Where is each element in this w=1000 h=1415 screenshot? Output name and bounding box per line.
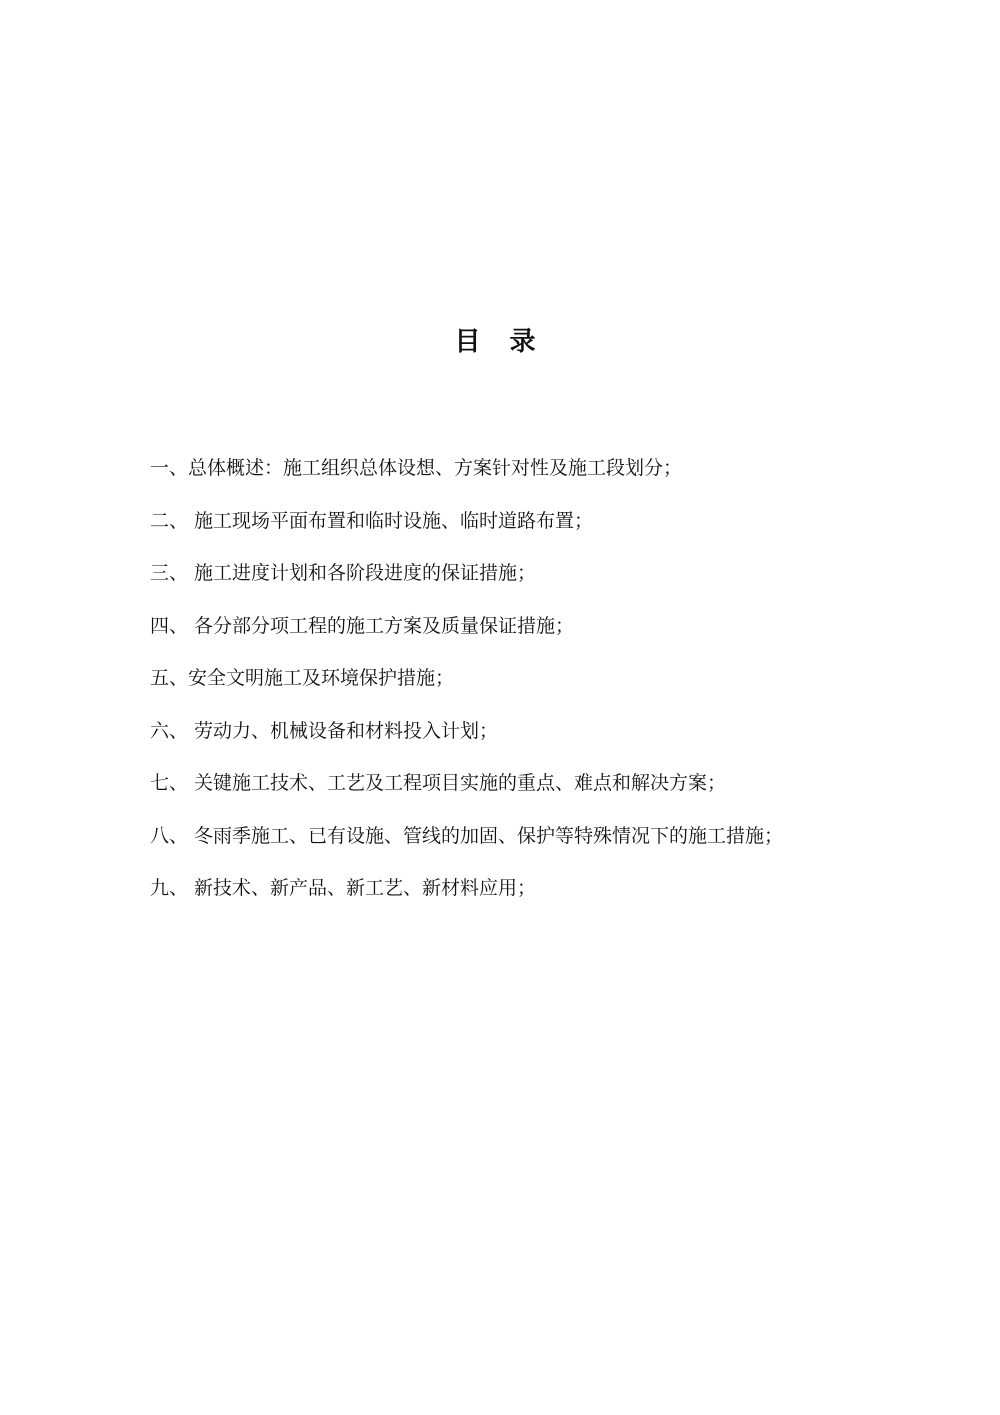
toc-item-text: 二、 施工现场平面布置和临时设施、临时道路布置； bbox=[150, 509, 594, 532]
toc-item-text: 九、 新技术、新产品、新工艺、新材料应用； bbox=[150, 877, 537, 899]
toc-item-8 bbox=[150, 822, 950, 875]
toc-list bbox=[150, 454, 950, 927]
toc-item-text: 七、 关键施工技术、工艺及工程项目实施的重点、难点和解决方案； bbox=[150, 772, 727, 794]
toc-title: 目 录 bbox=[454, 327, 546, 357]
toc-item-text: 八、 冬雨季施工、已有设施、管线的加固、保护等特殊情况下的施工措施； bbox=[150, 824, 784, 847]
toc-item-text: 三、 施工进度计划和各阶段进度的保证措施； bbox=[150, 562, 537, 584]
toc-item-2 bbox=[150, 507, 950, 560]
toc-item-text: 五、安全文明施工及环境保护措施； bbox=[150, 667, 455, 689]
toc-item-5 bbox=[150, 664, 950, 717]
toc-item-9 bbox=[150, 874, 950, 927]
toc-item-6 bbox=[150, 717, 950, 770]
toc-item-4 bbox=[150, 612, 950, 665]
toc-item-3 bbox=[150, 559, 950, 612]
toc-item-text: 四、 各分部分项工程的施工方案及质量保证措施； bbox=[150, 614, 575, 637]
toc-item-7 bbox=[150, 769, 950, 822]
toc-item-text: 六、 劳动力、机械设备和材料投入计划； bbox=[150, 719, 499, 742]
toc-item-text: 一、总体概述：施工组织总体设想、方案针对性及施工段划分； bbox=[150, 457, 683, 479]
toc-item-1 bbox=[150, 454, 950, 507]
